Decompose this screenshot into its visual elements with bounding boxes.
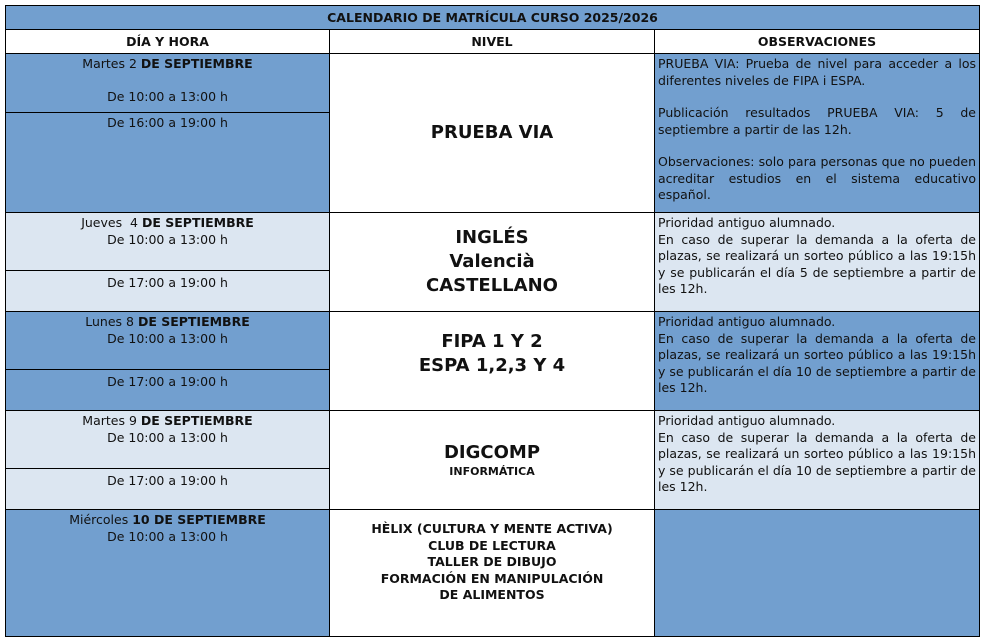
nivel-label: TALLER DE DIBUJO — [427, 554, 557, 569]
nivel-label: CASTELLANO — [426, 275, 558, 296]
nivel-label: FIPA 1 Y 2 — [441, 331, 543, 352]
time-slot: De 17:00 a 19:00 h — [107, 374, 228, 389]
nivel-cell — [330, 312, 655, 411]
obs-line: Prioridad antiguo alumnado. — [658, 314, 836, 329]
enrollment-calendar-table — [5, 5, 980, 637]
observaciones-cell-empty — [655, 510, 979, 636]
nivel-label: DIGCOMP — [443, 442, 541, 463]
nivel-label: FORMACIÓN EN MANIPULACIÓN — [380, 570, 604, 586]
header-observaciones: OBSERVACIONES — [655, 30, 979, 54]
day-label: Martes 2 — [82, 56, 141, 71]
table-row-day-cell — [6, 411, 330, 469]
nivel-label: Valencià — [449, 251, 535, 272]
nivel-label: PRUEBA VIA — [430, 122, 554, 143]
day-label: Martes 9 — [82, 413, 141, 428]
time-slot: De 10:00 a 13:00 h — [107, 330, 228, 346]
table-row-day-cell — [6, 213, 330, 271]
nivel-cell — [330, 411, 655, 510]
table-title: CALENDARIO DE MATRÍCULA CURSO 2025/2026 — [6, 6, 979, 30]
obs-paragraph: Publicación resultados PRUEBA VIA: 5 de septiembre a partir de las 12h. — [658, 105, 976, 137]
nivel-label: CLUB DE LECTURA — [428, 537, 556, 553]
nivel-label: DE ALIMENTOS — [439, 587, 545, 602]
observaciones-cell — [655, 312, 979, 411]
nivel-label: INGLÉS — [455, 227, 529, 248]
observaciones-cell — [655, 54, 979, 213]
obs-line: Prioridad antiguo alumnado. — [658, 215, 836, 230]
obs-line: En caso de superar la demanda a la oferta de plazas, se realizará un sorteo público a las 19:15h y se publicarán el día 10 de septiembre a partir de les 12h. — [658, 330, 976, 395]
time-slot: De 16:00 a 19:00 h — [107, 115, 228, 130]
day-month: DE SEPTIEMBRE — [141, 215, 254, 230]
table-row-day-cell — [6, 54, 330, 113]
time-slot-cell — [6, 370, 330, 411]
time-slot: De 10:00 a 13:00 h — [107, 88, 228, 104]
day-month: DE SEPTIEMBRE — [140, 413, 253, 428]
day-month: 10 DE SEPTIEMBRE — [132, 512, 266, 527]
nivel-sublabel: INFORMÁTICA — [449, 465, 535, 478]
time-slot: De 10:00 a 13:00 h — [107, 231, 228, 247]
nivel-label: HÈLIX (CULTURA Y MENTE ACTIVA) — [371, 521, 613, 536]
time-slot-cell — [6, 271, 330, 312]
observaciones-cell — [655, 213, 979, 312]
time-slot-cell — [6, 469, 330, 510]
header-dia-hora: DÍA Y HORA — [6, 30, 330, 54]
time-slot: De 17:00 a 19:00 h — [107, 473, 228, 488]
obs-paragraph: PRUEBA VIA: Prueba de nivel para acceder a los diferentes niveles de FIPA i ESPA. — [658, 56, 976, 88]
obs-line: En caso de superar la demanda a la oferta de plazas, se realizará un sorteo público a las 19:15h y se publicarán el día 10 de septiembre a partir de les 12h. — [658, 429, 976, 494]
day-label: Miércoles — [69, 512, 133, 527]
obs-line: En caso de superar la demanda a la oferta de plazas, se realizará un sorteo público a las 19:15h y se publicarán el día 5 de septiembre a partir de les 12h. — [658, 231, 976, 296]
nivel-cell — [330, 213, 655, 312]
obs-line: Prioridad antiguo alumnado. — [658, 413, 836, 428]
table-row-day-cell — [6, 312, 330, 370]
obs-paragraph: Observaciones: solo para personas que no pueden acreditar estudios en el sistema educativo español. — [658, 154, 976, 202]
nivel-cell — [330, 54, 655, 213]
day-label: Lunes 8 — [85, 314, 138, 329]
time-slot: De 10:00 a 13:00 h — [107, 429, 228, 445]
nivel-cell — [330, 510, 655, 636]
header-nivel: NIVEL — [330, 30, 655, 54]
time-slot-cell — [6, 113, 330, 213]
day-month: DE SEPTIEMBRE — [140, 56, 253, 71]
time-slot: De 10:00 a 13:00 h — [107, 528, 228, 544]
time-slot: De 17:00 a 19:00 h — [107, 275, 228, 290]
nivel-label: ESPA 1,2,3 Y 4 — [418, 355, 566, 376]
observaciones-cell — [655, 411, 979, 510]
table-row-day-cell — [6, 510, 330, 636]
day-month: DE SEPTIEMBRE — [137, 314, 250, 329]
day-label: Jueves 4 — [81, 215, 142, 230]
